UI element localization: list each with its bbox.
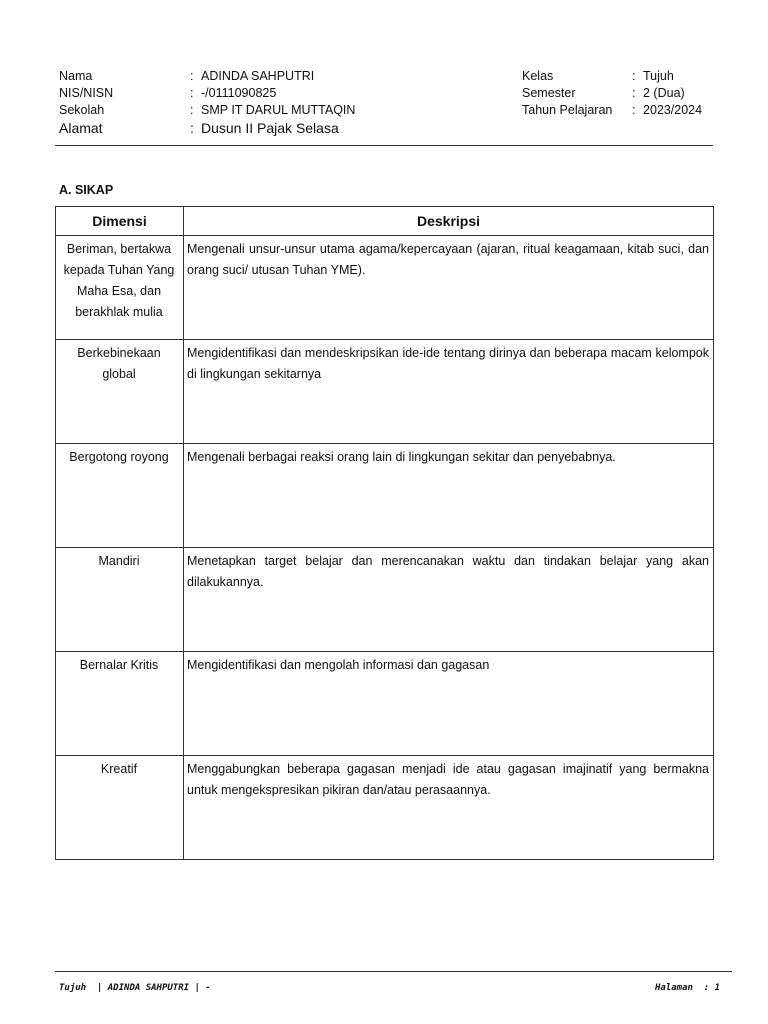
footer-divider — [55, 971, 732, 972]
table-row — [56, 340, 714, 444]
table-row — [56, 548, 714, 652]
dimensi-cell: Kreatif — [56, 756, 184, 860]
semester-label: Semester — [522, 86, 576, 100]
separator: : — [632, 69, 636, 83]
alamat-value: Dusun II Pajak Selasa — [201, 120, 339, 136]
tahun-label: Tahun Pelajaran — [522, 103, 613, 117]
table-row — [56, 236, 714, 340]
sekolah-value: SMP IT DARUL MUTTAQIN — [201, 103, 356, 117]
separator: : — [190, 103, 194, 117]
dimensi-cell: Bergotong royong — [56, 444, 184, 548]
deskripsi-cell: Menggabungkan beberapa gagasan menjadi ide atau gagasan imajinatif yang bermakna untuk mengekspresikan pikiran dan/atau perasaannya. — [184, 756, 714, 860]
sekolah-row — [59, 102, 355, 119]
separator: : — [190, 69, 194, 83]
header-divider — [55, 145, 713, 146]
alamat-row — [59, 119, 355, 138]
tahun-row — [522, 102, 702, 119]
table-row — [56, 756, 714, 860]
semester-row — [522, 85, 702, 102]
table-row — [56, 652, 714, 756]
footer-left: Tujuh | ADINDA SAHPUTRI | - — [59, 983, 211, 993]
semester-value: 2 (Dua) — [643, 86, 685, 100]
separator: : — [632, 86, 636, 100]
deskripsi-cell: Menetapkan target belajar dan merencanakan waktu dan tindakan belajar yang akan dilakukannya. — [184, 548, 714, 652]
deskripsi-cell: Mengidentifikasi dan mendeskripsikan ide-ide tentang dirinya dan beberapa macam kelompok di lingkungan sekitarnya — [184, 340, 714, 444]
alamat-label: Alamat — [59, 120, 103, 136]
dimensi-cell: Bernalar Kritis — [56, 652, 184, 756]
kelas-label: Kelas — [522, 69, 554, 83]
student-info-right — [522, 68, 702, 119]
separator: : — [190, 86, 194, 100]
table-row — [56, 444, 714, 548]
table-header-row — [56, 207, 714, 236]
header-deskripsi: Deskripsi — [184, 207, 714, 236]
deskripsi-cell: Mengenali berbagai reaksi orang lain di lingkungan sekitar dan penyebabnya. — [184, 444, 714, 548]
nis-row — [59, 85, 355, 102]
section-title: A. SIKAP — [59, 183, 114, 197]
kelas-value: Tujuh — [643, 69, 674, 83]
separator: : — [190, 120, 194, 136]
dimensi-cell: Beriman, bertakwa kepada Tuhan Yang Maha Esa, dan berakhlak mulia — [56, 236, 184, 340]
dimensi-cell: Berkebinekaan global — [56, 340, 184, 444]
dimensi-cell: Mandiri — [56, 548, 184, 652]
nama-row — [59, 68, 355, 85]
deskripsi-cell: Mengidentifikasi dan mengolah informasi dan gagasan — [184, 652, 714, 756]
separator: : — [632, 103, 636, 117]
kelas-row — [522, 68, 702, 85]
footer-page-number: Halaman : 1 — [655, 983, 721, 993]
tahun-value: 2023/2024 — [643, 103, 703, 117]
nis-value: -/0111090825 — [201, 86, 277, 100]
sikap-table — [55, 206, 714, 860]
student-info-left — [59, 68, 355, 138]
deskripsi-cell: Mengenali unsur-unsur utama agama/kepercayaan (ajaran, ritual keagamaan, kitab suci, dan orang suci/ utusan Tuhan YME). — [184, 236, 714, 340]
nama-value: ADINDA SAHPUTRI — [201, 69, 315, 83]
nama-label: Nama — [59, 69, 93, 83]
nis-label: NIS/NISN — [59, 86, 114, 100]
header-dimensi: Dimensi — [56, 207, 184, 236]
sekolah-label: Sekolah — [59, 103, 105, 117]
